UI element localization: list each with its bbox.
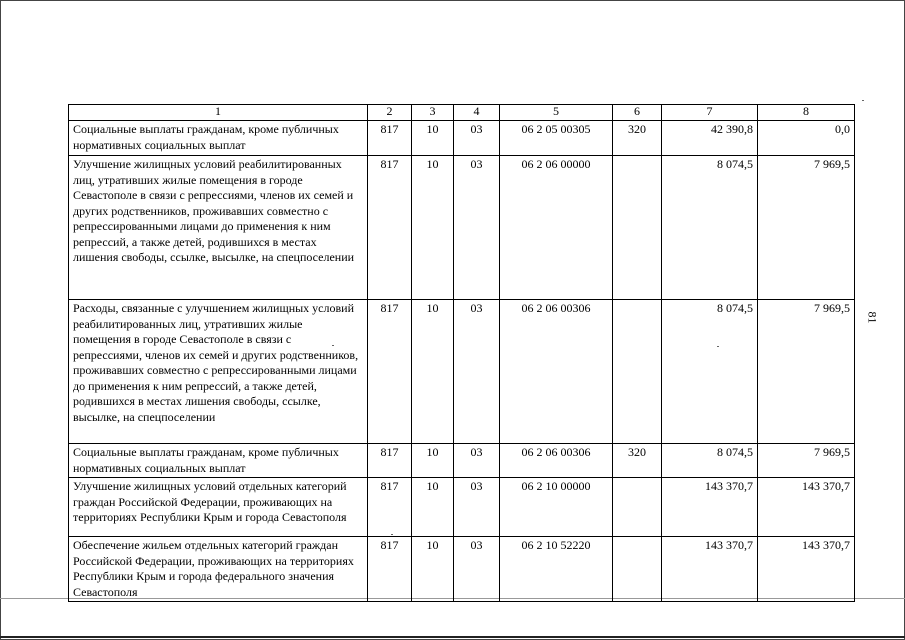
row-value-cell: 03 bbox=[454, 537, 500, 602]
row-value-cell: 7 969,5 bbox=[758, 156, 855, 300]
row-value-cell: 06 2 06 00306 bbox=[500, 300, 613, 444]
row-value-cell: 03 bbox=[454, 444, 500, 478]
row-name-cell: Социальные выплаты гражданам, кроме публичных нормативных социальных выплат bbox=[69, 444, 368, 478]
row-value-cell: 03 bbox=[454, 121, 500, 156]
row-value-cell: 06 2 10 52220 bbox=[500, 537, 613, 602]
column-header: 5 bbox=[500, 105, 613, 121]
column-header: 8 bbox=[758, 105, 855, 121]
row-value-cell: 817 bbox=[368, 478, 412, 537]
table-row bbox=[69, 121, 855, 156]
column-header: 1 bbox=[69, 105, 368, 121]
column-header: 3 bbox=[412, 105, 454, 121]
row-value-cell bbox=[613, 156, 662, 300]
row-value-cell: 143 370,7 bbox=[662, 537, 758, 602]
row-value-cell: 10 bbox=[412, 156, 454, 300]
column-header: 7 bbox=[662, 105, 758, 121]
row-value-cell: 817 bbox=[368, 444, 412, 478]
row-value-cell: 8 074,5 bbox=[662, 444, 758, 478]
table-row bbox=[69, 444, 855, 478]
row-value-cell: 8 074,5 bbox=[662, 156, 758, 300]
row-value-cell: 320 bbox=[613, 444, 662, 478]
row-value-cell: 06 2 06 00306 bbox=[500, 444, 613, 478]
table-body bbox=[69, 105, 855, 602]
row-value-cell: 03 bbox=[454, 478, 500, 537]
column-header: 2 bbox=[368, 105, 412, 121]
row-value-cell: 817 bbox=[368, 156, 412, 300]
scan-speck bbox=[332, 345, 334, 346]
table-row bbox=[69, 156, 855, 300]
row-value-cell: 06 2 05 00305 bbox=[500, 121, 613, 156]
row-value-cell: 7 969,5 bbox=[758, 444, 855, 478]
row-value-cell: 10 bbox=[412, 121, 454, 156]
row-value-cell: 8 074,5 bbox=[662, 300, 758, 444]
scan-bottom-line bbox=[0, 636, 905, 638]
row-name-cell: Обеспечение жильем отдельных категорий граждан Российской Федерации, проживающих на территориях Республики Крым и города федерального значения Севастополя bbox=[69, 537, 368, 602]
row-value-cell: 10 bbox=[412, 300, 454, 444]
row-value-cell bbox=[613, 537, 662, 602]
row-value-cell: 03 bbox=[454, 300, 500, 444]
table-row bbox=[69, 537, 855, 602]
row-value-cell bbox=[613, 478, 662, 537]
row-value-cell: 0,0 bbox=[758, 121, 855, 156]
table-row bbox=[69, 300, 855, 444]
row-value-cell: 06 2 10 00000 bbox=[500, 478, 613, 537]
row-value-cell: 143 370,7 bbox=[662, 478, 758, 537]
row-value-cell: 817 bbox=[368, 121, 412, 156]
table-header-row bbox=[69, 105, 855, 121]
scan-speck bbox=[717, 346, 719, 347]
scan-speck bbox=[391, 534, 393, 535]
page-number: 81 bbox=[865, 311, 880, 324]
row-value-cell: 10 bbox=[412, 478, 454, 537]
row-name-cell: Социальные выплаты гражданам, кроме публичных нормативных социальных выплат bbox=[69, 121, 368, 156]
row-value-cell: 06 2 06 00000 bbox=[500, 156, 613, 300]
scan-speck bbox=[862, 100, 864, 101]
row-value-cell: 10 bbox=[412, 444, 454, 478]
row-value-cell: 143 370,7 bbox=[758, 537, 855, 602]
row-value-cell: 10 bbox=[412, 537, 454, 602]
row-value-cell: 817 bbox=[368, 537, 412, 602]
column-header: 6 bbox=[613, 105, 662, 121]
row-name-cell: Улучшение жилищных условий реабилитированных лиц, утративших жилые помещения в городе Севастополе в связи с репрессиями, членов их семей и других родственников, проживавших совместно с репрессированными лицами до применения к ним репрессий, а также детей, родившихся в местах лишения свободы, ссылке, высылке, на спецпоселении bbox=[69, 156, 368, 300]
row-value-cell: 320 bbox=[613, 121, 662, 156]
row-value-cell: 03 bbox=[454, 156, 500, 300]
row-value-cell: 42 390,8 bbox=[662, 121, 758, 156]
column-header: 4 bbox=[454, 105, 500, 121]
row-value-cell: 143 370,7 bbox=[758, 478, 855, 537]
row-name-cell: Улучшение жилищных условий отдельных категорий граждан Российской Федерации, проживающих на территориях Республики Крым и города Севастополя bbox=[69, 478, 368, 537]
budget-table bbox=[68, 104, 855, 602]
row-name-cell: Расходы, связанные с улучшением жилищных условий реабилитированных лиц, утративших жилые помещения в городе Севастополе в связи с репрессиями, членов их семей и других родственников, проживавших совместно с репрессированными лицами до применения к ним репрессий, а также детей, родившихся в местах лишения свободы, ссылке, высылке, на спецпоселении bbox=[69, 300, 368, 444]
row-value-cell: 7 969,5 bbox=[758, 300, 855, 444]
row-value-cell: 817 bbox=[368, 300, 412, 444]
row-value-cell bbox=[613, 300, 662, 444]
table-row bbox=[69, 478, 855, 537]
